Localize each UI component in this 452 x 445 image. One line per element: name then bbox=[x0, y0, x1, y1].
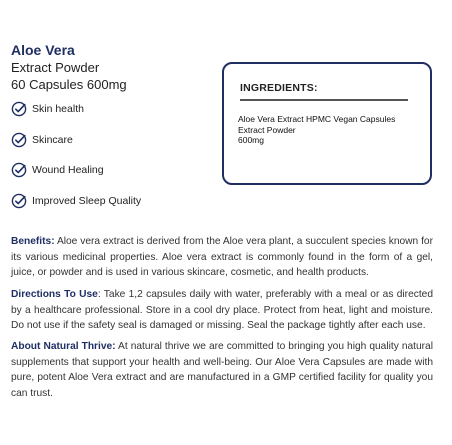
directions-label: Directions To Use bbox=[11, 289, 98, 300]
benefit-item-improved-sleep bbox=[11, 193, 141, 209]
benefits-label: Benefits: bbox=[11, 236, 55, 247]
product-subtitle-line1: Extract Powder bbox=[11, 60, 100, 75]
check-circle-icon bbox=[11, 101, 27, 117]
ingredients-line: Aloe Vera Extract HPMC Vegan Capsules bbox=[238, 114, 396, 124]
check-circle-icon bbox=[11, 132, 27, 148]
ingredients-divider bbox=[240, 99, 408, 101]
directions-paragraph bbox=[11, 287, 433, 334]
benefit-label: Skin health bbox=[32, 103, 84, 115]
product-subtitle-line2: 60 Capsules 600mg bbox=[11, 77, 127, 92]
ingredients-heading: INGREDIENTS: bbox=[240, 82, 318, 94]
product-title-block bbox=[11, 41, 127, 93]
check-circle-icon bbox=[11, 162, 27, 178]
ingredients-line: Extract Powder bbox=[238, 124, 296, 135]
benefits-text: Aloe vera extract is derived from the Aloe vera plant, a succulent species known for its various medicinal properties. Aloe vera extract is commonly found in the form of a gel, juice, or powder and is used in various skincare, cosmetic, and health products. bbox=[11, 236, 433, 278]
benefit-label: Improved Sleep Quality bbox=[32, 195, 142, 207]
benefits-paragraph bbox=[11, 234, 433, 281]
benefit-label: Wound Healing bbox=[32, 164, 104, 176]
product-title: Aloe Vera bbox=[11, 42, 75, 58]
benefit-item-wound-healing bbox=[11, 162, 104, 178]
ingredients-line: 600mg bbox=[238, 135, 264, 145]
ingredients-box bbox=[222, 62, 432, 185]
benefit-item-skincare bbox=[11, 132, 73, 148]
benefit-item-skin-health bbox=[11, 101, 84, 117]
check-circle-icon bbox=[11, 193, 27, 209]
benefit-label: Skincare bbox=[32, 134, 73, 146]
directions-text: : Take 1,2 capsules daily with water, preferably with a meal or as directed by a healthcare professional. Store in a cool dry place. Protect from heat, light and moisture. Do not use if the safety seal is damaged or missing. Seal the package tightly after each use. bbox=[11, 289, 433, 331]
about-text: At natural thrive we are committed to bringing you high quality natural supplements that support your health and well-being. Our Aloe Vera Capsules are made with pure, potent Aloe Vera extract and are manufactured in a GMP certified facility for quality you can trust. bbox=[11, 341, 433, 399]
ingredients-text bbox=[238, 114, 418, 146]
about-paragraph bbox=[11, 339, 433, 401]
about-label: About Natural Thrive: bbox=[11, 341, 116, 352]
